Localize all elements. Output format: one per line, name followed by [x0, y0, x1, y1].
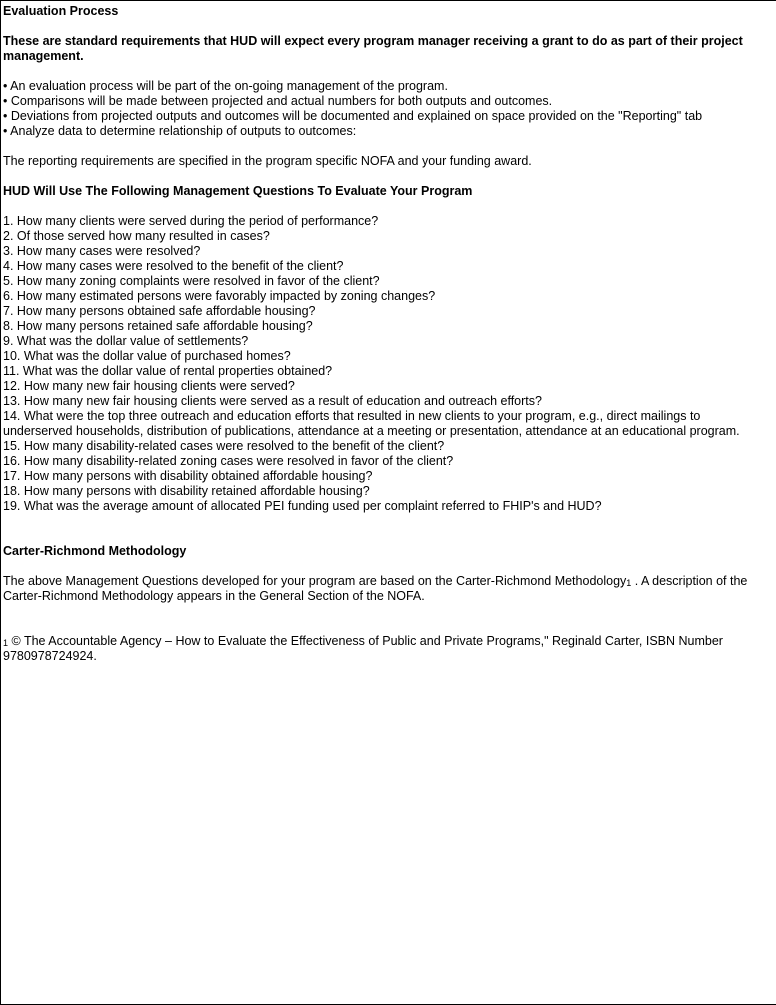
question-item: 5. How many zoning complaints were resolved in favor of the client? [3, 274, 380, 288]
question-item: 4. How many cases were resolved to the benefit of the client? [3, 259, 344, 273]
footnote-mark: 1 [3, 638, 9, 648]
bullet-list [3, 79, 773, 139]
section-title: Evaluation Process [3, 4, 119, 18]
methodology-heading: Carter-Richmond Methodology [3, 544, 187, 558]
methodology-text: The above Management Questions developed for your program are based on the Carter-Richmond Methodology [3, 574, 627, 588]
bullet-item: • Deviations from projected outputs and outcomes will be documented and explained on space provided on the "Reporting" tab [3, 109, 703, 123]
bullet-item: • Comparisons will be made between projected and actual numbers for both outputs and outcomes. [3, 94, 553, 108]
questions-list [3, 214, 773, 514]
question-item: 13. How many new fair housing clients were served as a result of education and outreach efforts? [3, 394, 542, 408]
reporting-note: The reporting requirements are specified in the program specific NOFA and your funding award. [3, 154, 532, 168]
question-item: 12. How many new fair housing clients were served? [3, 379, 295, 393]
question-item: 3. How many cases were resolved? [3, 244, 201, 258]
bullet-item: • Analyze data to determine relationship of outputs to outcomes: [3, 124, 357, 138]
question-item: 9. What was the dollar value of settlements? [3, 334, 249, 348]
question-item: 2. Of those served how many resulted in cases? [3, 229, 270, 243]
question-item: 16. How many disability-related zoning cases were resolved in favor of the client? [3, 454, 454, 468]
question-item: 14. What were the top three outreach and education efforts that resulted in new clients to your program, e.g., direct mailings to underserved households, distribution of publications, attendance at a meeting or presentation, attendance at an educational program. [3, 409, 740, 438]
intro-paragraph: These are standard requirements that HUD will expect every program manager receiving a grant to do as part of their project management. [3, 34, 743, 63]
footnote [3, 634, 773, 664]
question-item: 17. How many persons with disability obtained affordable housing? [3, 469, 373, 483]
bullet-item: • An evaluation process will be part of the on-going management of the program. [3, 79, 448, 93]
methodology-paragraph [3, 574, 773, 604]
question-item: 1. How many clients were served during the period of performance? [3, 214, 379, 228]
footnote-text: © The Accountable Agency – How to Evaluate the Effectiveness of Public and Private Programs," Reginald Carter, ISBN Number 9780978724924. [3, 634, 723, 663]
question-item: 8. How many persons retained safe affordable housing? [3, 319, 313, 333]
question-item: 11. What was the dollar value of rental properties obtained? [3, 364, 333, 378]
question-item: 7. How many persons obtained safe affordable housing? [3, 304, 316, 318]
question-item: 10. What was the dollar value of purchased homes? [3, 349, 291, 363]
question-item: 18. How many persons with disability retained affordable housing? [3, 484, 370, 498]
question-item: 6. How many estimated persons were favorably impacted by zoning changes? [3, 289, 436, 303]
methodology-text-continued: . A description of the Carter-Richmond Methodology appears in the General Section of the NOFA. [3, 574, 748, 603]
question-item: 15. How many disability-related cases were resolved to the benefit of the client? [3, 439, 445, 453]
question-item: 19. What was the average amount of allocated PEI funding used per complaint referred to FHIP's and HUD? [3, 499, 602, 513]
questions-heading: HUD Will Use The Following Management Questions To Evaluate Your Program [3, 184, 473, 198]
footnote-reference: 1 [626, 578, 632, 588]
